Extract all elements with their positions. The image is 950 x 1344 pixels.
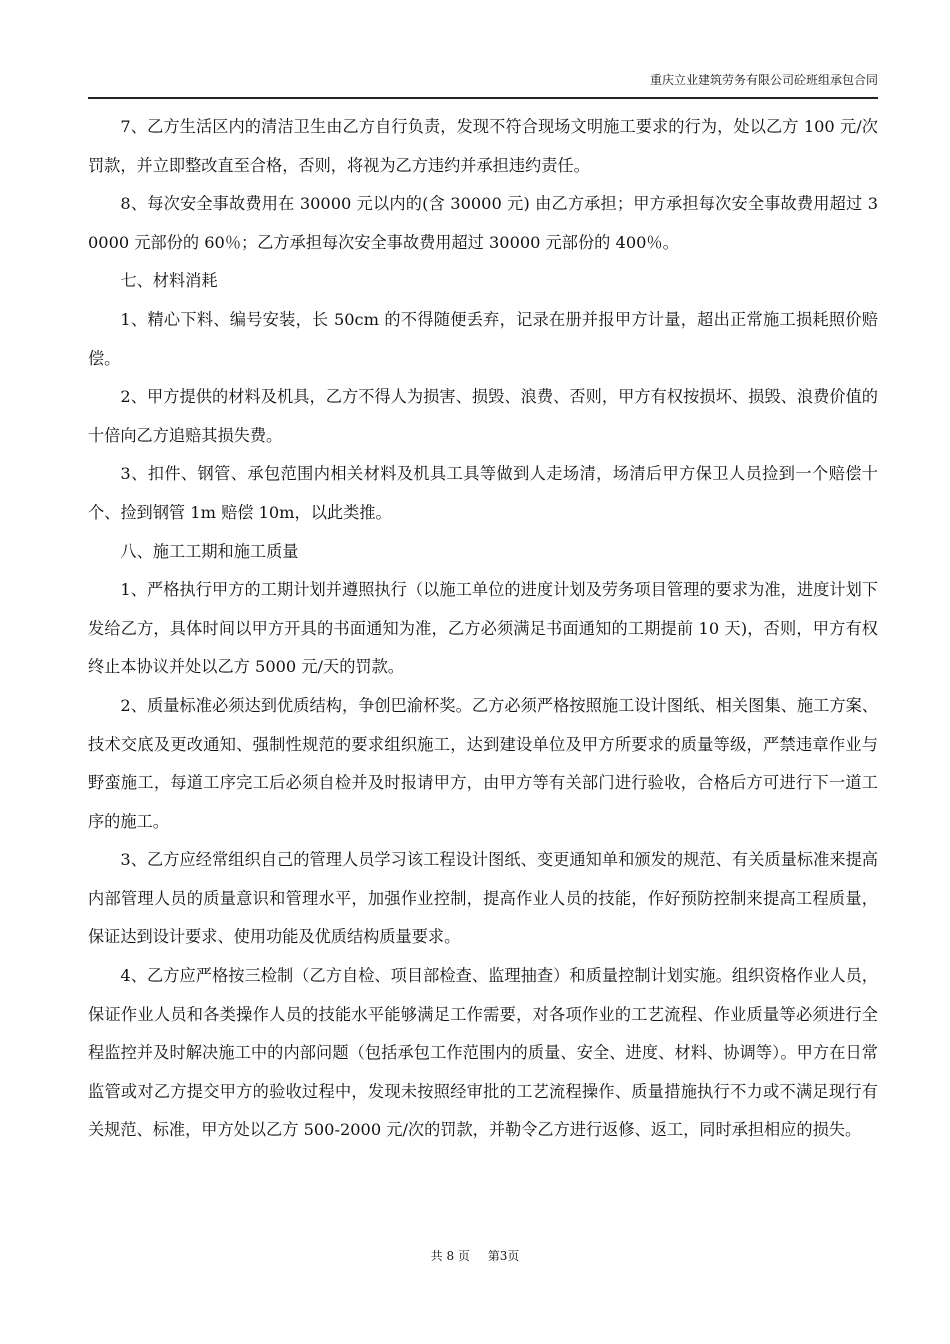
- document-header-title: 重庆立业建筑劳务有限公司砼班组承包合同: [649, 73, 878, 87]
- paragraph-material-clause-1: 1、精心下料、编号安装，长 50cm 的不得随便丢弃，记录在册并报甲方计量，超出正常施工损耗照价赔偿。: [88, 309, 878, 368]
- paragraph-clause-7-living-area-hygiene: 7、乙方生活区内的清洁卫生由乙方自行负责，发现不符合现场文明施工要求的行为，处以乙方 100 元/次罚款，并立即整改直至合格，否则，将视为乙方违约并承担违约责任。: [88, 117, 878, 175]
- paragraph-quality-clause-4: 4、乙方应严格按三检制（乙方自检、项目部检查、监理抽查）和质量控制计划实施。组织资格作业人员，保证作业人员和各类操作人员的技能水平能够满足工作需要，对各项作业的工艺流程、作业质量等必须进行全程监控并及时解决施工中的内部问题（包括承包工作范围内的质量、安全、进度、材料、协调等）。甲方在日常监管或对乙方提交甲方的验收过程中，发现未按照经审批的工艺流程操作、质量措施执行不力或不满足现行有关规范、标准，甲方处以乙方 500-2000 元/次的罚款，并勒令乙方进行返修、返工，同时承担相应的损失。: [88, 966, 878, 1140]
- header-divider: [88, 97, 878, 99]
- paragraph-material-clause-3: 3、扣件、钢管、承包范围内相关材料及机具工具等做到人走场清，场清后甲方保卫人员捡到一个赔偿十个、捡到钢管 1m 赔偿 10m，以此类推。: [88, 464, 878, 522]
- current-page-label: 第3页: [487, 1249, 520, 1263]
- total-pages-label: 共 8 页: [430, 1249, 470, 1263]
- document-body: [88, 108, 878, 1150]
- paragraph-clause-8-safety-accident-costs: 8、每次安全事故费用在 30000 元以内的(含 30000 元) 由乙方承担；甲方承担每次安全事故费用超过 30000 元部份的 60％；乙方承担每次安全事故费用超过 30000 元部份的 400％。: [88, 194, 878, 252]
- section-heading-material-consumption: 七、材料消耗: [120, 271, 218, 291]
- paragraph-material-clause-2: 2、甲方提供的材料及机具，乙方不得人为损害、损毁、浪费、否则，甲方有权按损坏、损毁、浪费价值的十倍向乙方追赔其损失费。: [88, 387, 878, 445]
- paragraph-quality-clause-1: 1、严格执行甲方的工期计划并遵照执行（以施工单位的进度计划及劳务项目管理的要求为准，进度计划下发给乙方，具体时间以甲方开具的书面通知为准，乙方必须满足书面通知的工期提前 10 天)，否则，甲方有权终止本协议并处以乙方 5000 元/天的罚款。: [88, 580, 878, 677]
- section-heading-schedule-and-quality: 八、施工工期和施工质量: [120, 541, 299, 561]
- paragraph-quality-clause-3: 3、乙方应经常组织自己的管理人员学习该工程设计图纸、变更通知单和颁发的规范、有关质量标准来提高内部管理人员的质量意识和管理水平，加强作业控制，提高作业人员的技能，作好预防控制来提高工程质量，保证达到设计要求、使用功能及优质结构质量要求。: [88, 850, 878, 947]
- paragraph-quality-clause-2: 2、质量标准必须达到优质结构，争创巴渝杯奖。乙方必须严格按照施工设计图纸、相关图集、施工方案、技术交底及更改通知、强制性规范的要求组织施工，达到建设单位及甲方所要求的质量等级，严禁违章作业与野蛮施工，每道工序完工后必须自检并及时报请甲方，由甲方等有关部门进行验收，合格后方可进行下一道工序的施工。: [88, 695, 878, 831]
- page-footer: [0, 1248, 950, 1264]
